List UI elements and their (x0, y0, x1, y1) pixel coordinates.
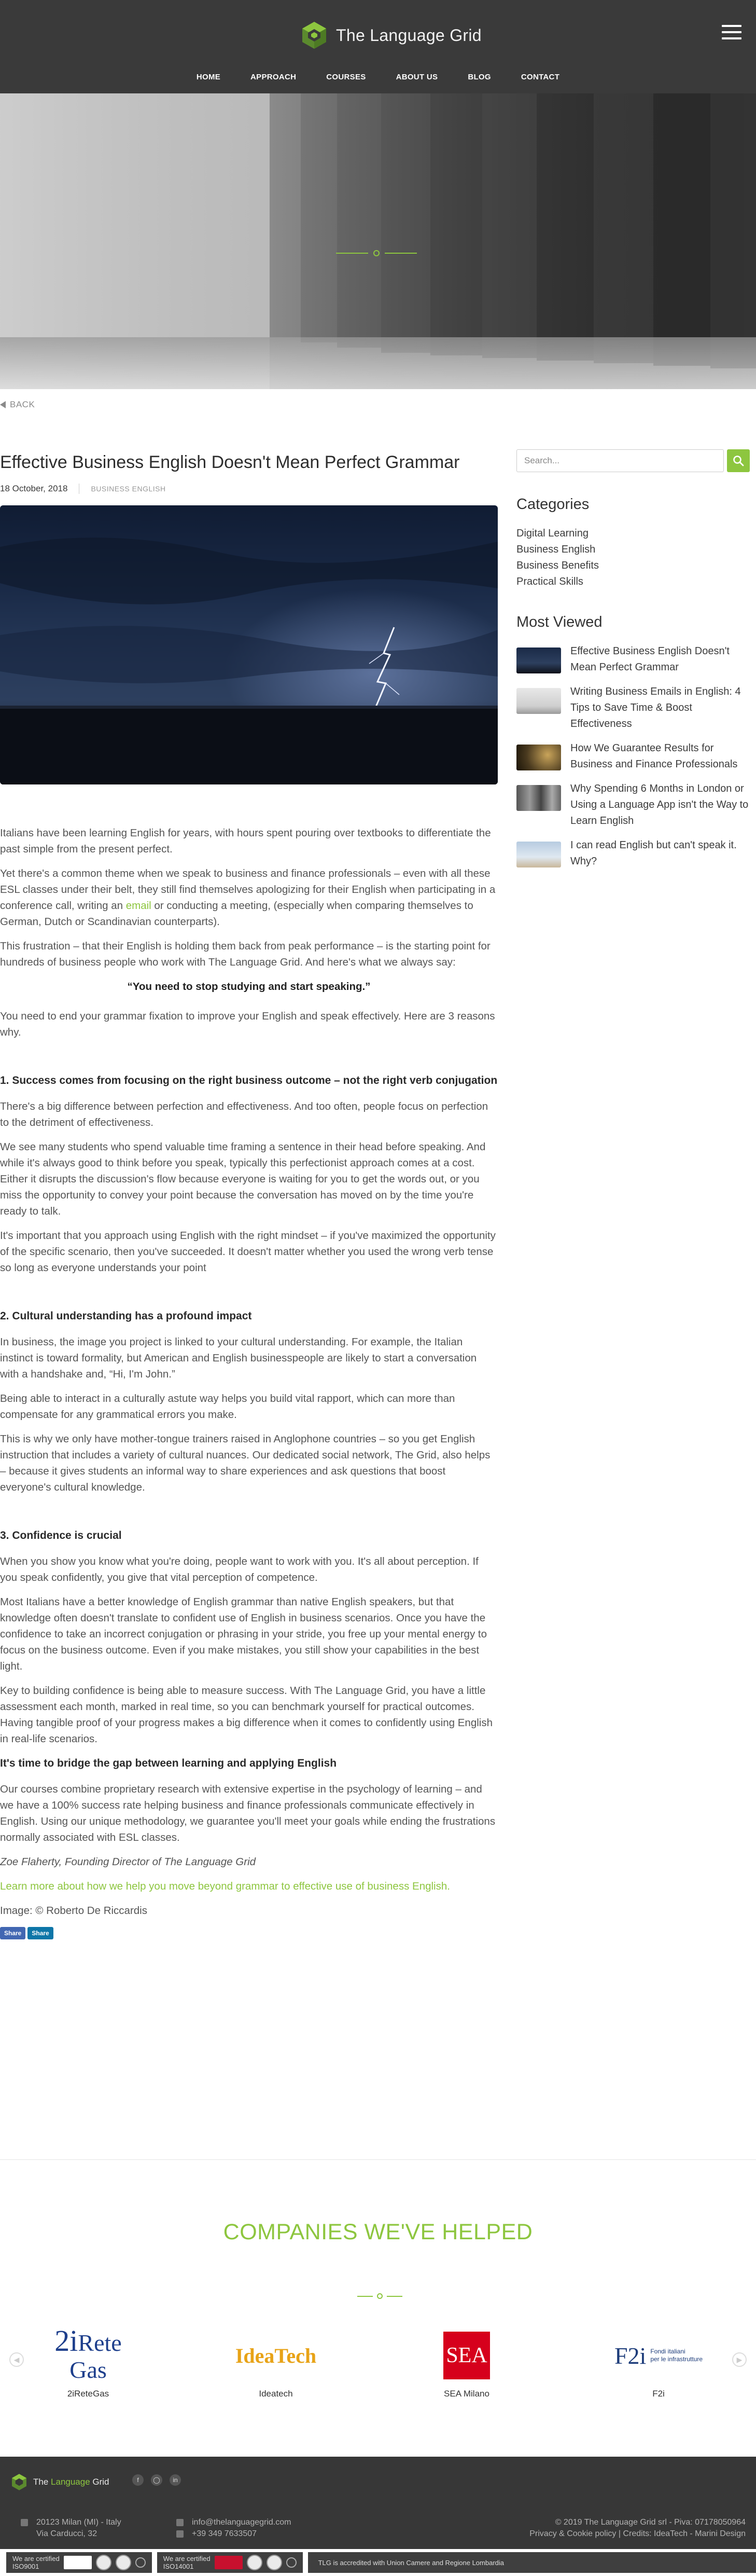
iso9001-certification: We are certified ISO9001 (6, 2552, 152, 2573)
footer-address: 20123 Milan (MI) - Italy Via Carducci, 32 (21, 2517, 121, 2540)
footer-contacts: info@thelanguagegrid.com +39 349 7633507 (176, 2517, 291, 2540)
most-viewed-title: Effective Business English Doesn't Mean Perfect Grammar (570, 645, 730, 673)
carousel-next-icon[interactable]: ▶ (732, 2352, 747, 2367)
company-sea-milano[interactable]: SEA SEA Milano (404, 2330, 529, 2399)
footer-brand-name: The Language Grid (33, 2477, 109, 2487)
paragraph: Our courses combine proprietary research with extensive expertise in the psychology of learning – and we have a 100% success rate helping business and finance professionals communicate effectively in English. Using our unique methodology, we guarantee you'll meet your goals while ending the frustrations normally associated with ESL classes. (0, 1783, 496, 1843)
most-viewed-title: Writing Business Emails in English: 4 Tips to Save Time & Boost Effectiveness (570, 686, 741, 729)
cta-link[interactable]: Learn more about how we help you move beyond grammar to effective use of business English. (0, 1880, 450, 1892)
cert-logo-icon (64, 2556, 92, 2569)
company-2iretegas[interactable]: 2iRete Gas 2iReteGas (26, 2330, 150, 2399)
search-button[interactable] (727, 449, 750, 472)
nav-contact[interactable]: CONTACT (521, 73, 560, 81)
company-f2i[interactable]: F2i Fondi italiani per le infrastrutture F2i (596, 2330, 721, 2399)
iso14001-certification: We are certified ISO14001 (157, 2552, 303, 2573)
bookshelf-illustration (0, 93, 756, 389)
footer-brand-logo[interactable] (10, 2473, 109, 2491)
f2i-logo: F2i Fondi italiani per le infrastrutture (614, 2342, 703, 2369)
nav-courses[interactable]: COURSES (326, 73, 366, 81)
2iretegas-logo: 2iRete Gas (54, 2324, 122, 2383)
categories-list (516, 526, 756, 590)
image-credit: Image: © Roberto De Riccardis (0, 1905, 147, 1917)
article-date: 18 October, 2018 (0, 484, 68, 493)
nav-blog[interactable]: BLOG (468, 73, 491, 81)
site-header (0, 0, 756, 93)
most-viewed-item[interactable] (516, 740, 756, 773)
article-title: Effective Business English Doesn't Mean Perfect Grammar (0, 452, 460, 472)
most-viewed-item[interactable] (516, 837, 756, 870)
article-category[interactable]: BUSINESS ENGLISH (91, 485, 166, 493)
category-business-benefits[interactable]: Business Benefits (516, 560, 599, 571)
paragraph: You need to end your grammar fixation to improve your English and speak effectively. Here are 3 reasons why. (0, 1010, 495, 1038)
brand-name: The Language Grid (336, 25, 482, 45)
section-divider (0, 2159, 756, 2160)
thumbnail-image (516, 842, 561, 867)
cert-seal-icon (96, 2555, 111, 2570)
pull-quote: “You need to stop studying and start speaking.” (127, 981, 371, 993)
footer-links[interactable]: Privacy & Cookie policy | Credits: IdeaTech - Marini Design (529, 2529, 746, 2538)
most-viewed-title: I can read English but can't speak it. Why? (570, 839, 737, 867)
thumbnail-image (516, 688, 561, 714)
mail-icon (176, 2519, 184, 2526)
cert-logo-icon (215, 2556, 243, 2569)
paragraph: In business, the image you project is linked to your cultural understanding. For example, the Italian instinct is toward formality, but American and English businesspeople are likely to start a conversation with a handshake and, “Hi, I'm John.” (0, 1336, 477, 1380)
most-viewed-item[interactable] (516, 781, 756, 829)
lightning-storm-illustration (0, 505, 498, 784)
article-meta (0, 484, 498, 494)
featured-image (0, 505, 498, 784)
paragraph: Key to building confidence is being able to measure success. With The Language Grid, you have a little assessment each month, marked in real time, so you can benchmark yourself for practical outcomes. Having tangible proof of your progress makes a big difference when it comes to confidently using English in real-life scenarios. (0, 1685, 493, 1745)
certifications-bar (0, 2549, 756, 2576)
most-viewed-item[interactable] (516, 643, 756, 676)
location-pin-icon (21, 2519, 28, 2526)
most-viewed-item[interactable] (516, 684, 756, 732)
paragraph: We see many students who spend valuable time framing a sentence in their head before speaking. And while it's always good to think before you speak, typically this perfectionist approach comes at a cost. Either it disrupts the discussion's flow because everyone is waiting for you to get the words out, or you miss the opportunity to convey your point because the conversation has moved on by the time you're ready to talk. (0, 1141, 486, 1217)
categories-heading: Categories (516, 496, 590, 513)
paragraph: Italians have been learning English for years, with hours spent pouring over textbooks to differentiate the past simple from the present perfect. (0, 827, 491, 855)
article-body (0, 825, 498, 1939)
category-practical-skills[interactable]: Practical Skills (516, 576, 583, 587)
author-signature: Zoe Flaherty, Founding Director of The Language Grid (0, 1856, 256, 1868)
search-icon (733, 455, 744, 466)
sidebar (516, 449, 756, 878)
section-heading: 2. Cultural understanding has a profound impact (0, 1310, 252, 1322)
facebook-icon[interactable]: f (132, 2474, 144, 2486)
section-heading: It's time to bridge the gap between learning and applying English (0, 1757, 337, 1769)
nav-home[interactable]: HOME (196, 73, 221, 81)
facebook-share-button[interactable]: Share (0, 1927, 25, 1939)
section-heading: 1. Success comes from focusing on the right business outcome – not the right verb conjugation (0, 1075, 498, 1086)
most-viewed-list (516, 643, 756, 870)
logo-hexagon-icon (300, 21, 329, 50)
footer-legal: © 2019 The Language Grid srl - Piva: 07178050964 Privacy & Cookie policy | Credits: IdeaTech - Marini Design (529, 2517, 746, 2540)
companies-heading: COMPANIES WE'VE HELPED (223, 2220, 533, 2244)
hero-divider (336, 250, 417, 256)
email-link[interactable]: email (125, 900, 151, 912)
paragraph: Most Italians have a better knowledge of English grammar than native English speakers, but that knowledge often doesn't translate to confident use of English in business scenarios. Once you have the confidence to take an incorrect conjugation or phrasing in your stride, you free up your mental energy to focus on the business outcome. Even if you make mistakes, you still show your capabilities in the best light. (0, 1596, 487, 1672)
footer-email-link[interactable]: info@thelanguagegrid.com (192, 2518, 291, 2527)
linkedin-share-button[interactable]: Share (27, 1927, 53, 1939)
menu-hamburger-icon[interactable] (722, 25, 741, 39)
carousel-prev-icon[interactable]: ◀ (9, 2352, 24, 2367)
paragraph: There's a big difference between perfection and effectiveness. And too often, people focus on perfection to the detriment of effectiveness. (0, 1100, 488, 1128)
section-heading: 3. Confidence is crucial (0, 1530, 122, 1541)
thumbnail-image (516, 648, 561, 673)
paragraph: It's important that you approach using English with the right mindset – if you've maximized the opportunity of the specific scenario, then you've succeeded. It doesn't matter whether you used the wrong verb tense so long as everyone understands your point (0, 1230, 496, 1274)
accreditation-note: TLG is accredited with Union Camere and Regione Lombardia (308, 2552, 756, 2573)
paragraph: Being able to interact in a culturally astute way helps you build vital rapport, which can more than compensate for any grammatical errors you make. (0, 1393, 455, 1421)
main-nav (0, 73, 756, 81)
companies-divider (357, 2293, 402, 2299)
search-input[interactable] (516, 449, 724, 472)
paragraph: This frustration – that their English is holding them back from peak performance – is the starting point for hundreds of business people who work with The Language Grid. And here's what we always say: (0, 940, 491, 968)
nav-approach[interactable]: APPROACH (250, 73, 297, 81)
ideatech-logo: IdeaTech (235, 2344, 317, 2367)
most-viewed-title: Why Spending 6 Months in London or Using a Language App isn't the Way to Learn English (570, 783, 749, 826)
cert-next-icon[interactable] (135, 2557, 146, 2568)
category-digital-learning[interactable]: Digital Learning (516, 528, 589, 539)
nav-about-us[interactable]: ABOUT US (396, 73, 438, 81)
paragraph: Yet there's a common theme when we speak to business and finance professionals – even with all these ESL classes under their belt, they still find themselves apologizing for their English when participating in a conference call, writing an email or conducting a meeting, (especially when comparing themselves to German, Dutch or Scandinavian counterparts). (0, 867, 496, 928)
search-form (516, 449, 756, 472)
thumbnail-image (516, 745, 561, 770)
phone-icon (176, 2530, 184, 2538)
paragraph: When you show you know what you're doing, people want to work with you. It's all about perception. If you speak confidently, you give that vital perception of competence. (0, 1555, 479, 1583)
back-arrow-icon (0, 401, 6, 408)
cert-next-icon[interactable] (286, 2557, 297, 2568)
back-link[interactable]: BACK (0, 400, 35, 410)
footer-logo-hexagon-icon (10, 2473, 28, 2491)
social-links (132, 2474, 181, 2486)
thumbnail-image (516, 785, 561, 811)
hero-banner-image (0, 93, 756, 389)
sea-milano-logo: SEA (404, 2330, 529, 2381)
cert-seal-icon (247, 2555, 262, 2570)
linkedin-icon[interactable]: in (170, 2474, 181, 2486)
paragraph: This is why we only have mother-tongue trainers raised in Anglophone countries – so you get English instruction that includes a variety of cultural nuances. Our dedicated social network, The Grid, also helps – because it gives students an informal way to share experiences and ask questions that boost everyone's cultural knowledge. (0, 1433, 491, 1493)
most-viewed-title: How We Guarantee Results for Business and Finance Professionals (570, 742, 738, 770)
share-buttons (0, 1927, 498, 1939)
cert-seal-icon (267, 2555, 282, 2570)
site-footer (0, 2457, 756, 2576)
companies-carousel (0, 2324, 756, 2402)
brand-logo[interactable] (300, 21, 482, 50)
instagram-icon[interactable]: ◯ (151, 2474, 162, 2486)
article (0, 449, 498, 1939)
category-business-english[interactable]: Business English (516, 544, 596, 555)
most-viewed-heading: Most Viewed (516, 614, 603, 630)
company-ideatech[interactable]: IdeaTech Ideatech (214, 2330, 338, 2399)
cert-seal-icon (116, 2555, 131, 2570)
